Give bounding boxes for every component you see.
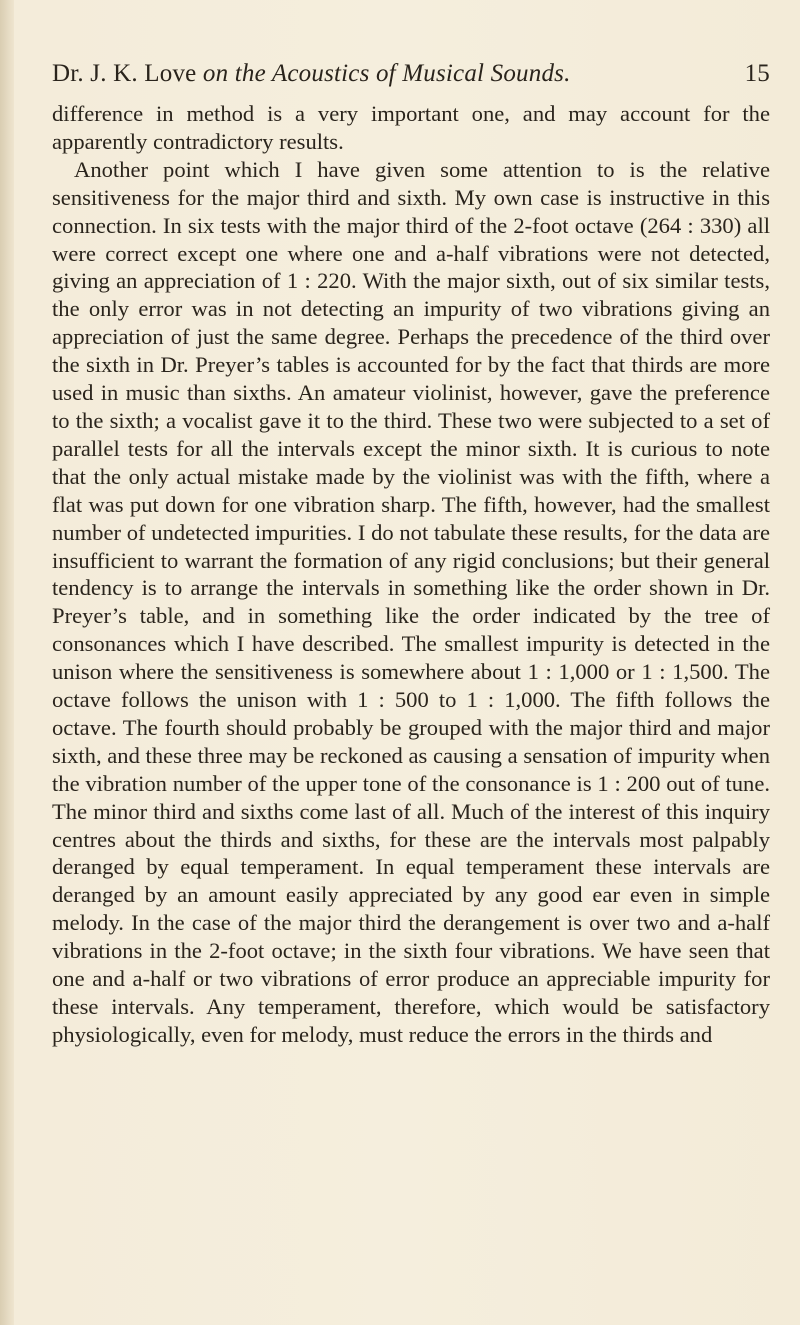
page-gutter-shadow — [0, 0, 14, 1325]
running-head-title: on the Acoustics of Musical Sounds. — [202, 60, 571, 87]
body-text — [52, 100, 770, 1049]
page-number: 15 — [744, 60, 770, 87]
paragraph: Another point which I have given some attention to is the relative sensitiveness for the major third and sixth. My own case is instructive in this connection. In six tests with the major third of the 2-foot octave (264 : 330) all were correct except one where one and a-half vibrations were not detected, giving an appreciation of 1 : 220. With the major sixth, out of six similar tests, the only error was in not detecting an impurity of two vibrations giving an appreciation of just the same degree. Perhaps the precedence of the third over the sixth in Dr. Preyer’s tables is accounted for by the fact that thirds are more used in music than sixths. An amateur violinist, however, gave the preference to the sixth; a vocalist gave it to the third. These two were subjected to a set of parallel tests for all the intervals except the minor sixth. It is curious to note that the only actual mistake made by the violinist was with the fifth, where a flat was put down for one vibration sharp. The fifth, however, had the smallest number of undetected impurities. I do not tabulate these results, for the data are insufficient to warrant the formation of any rigid conclusions; but their general tendency is to arrange the intervals in something like the order shown in Dr. Preyer’s table, and in something like the order indicated by the tree of consonances which I have described. The smallest impurity is detected in the unison where the sensitiveness is somewhere about 1 : 1,000 or 1 : 1,500. The octave follows the unison with 1 : 500 to 1 : 1,000. The fifth follows the octave. The fourth should probably be grouped with the major third and major sixth, and these three may be reckoned as causing a sensation of impurity when the vibration number of the upper tone of the consonance is 1 : 200 out of tune. The minor third and sixths come last of all. Much of the interest of this inquiry centres about the thirds and sixths, for these are the intervals most palpably deranged by equal temperament. In equal temperament these intervals are deranged by an amount easily appreciated by any good ear even in simple melody. In the case of the major third the derangement is over two and a-half vibrations in the 2-foot octave; in the sixth four vibrations. We have seen that one and a-half or two vibrations of error produce an appreciable impurity for these intervals. Any temperament, therefore, which would be satisfactory physiologically, even for melody, must reduce the errors in the thirds and — [52, 156, 770, 1047]
paragraph-continuation: difference in method is a very important one, and may account for the apparently contradictory results. — [52, 101, 770, 154]
running-head — [52, 60, 571, 88]
running-head-author: Dr. J. K. Love — [52, 60, 203, 87]
page-header — [52, 58, 770, 94]
